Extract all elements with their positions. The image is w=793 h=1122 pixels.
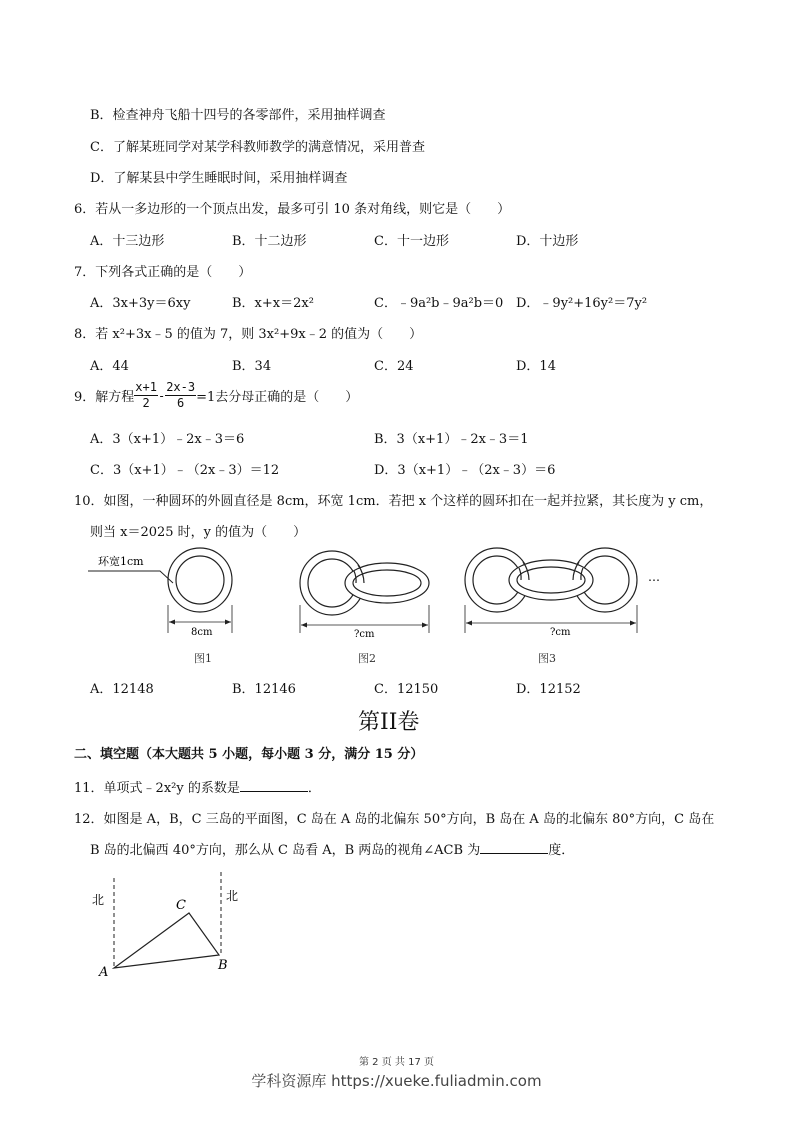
- q6-stem: 6．若从一多边形的一个顶点出发，最多可引 10 条对角线，则它是（ ）: [74, 202, 511, 217]
- section-2-heading: 二、填空题（本大题共 5 小题，每小题 3 分，满分 15 分）: [74, 747, 424, 762]
- footer-site: 学科资源库 https://xueke.fuliadmin.com: [251, 1072, 542, 1090]
- q10-option-a: A．12148: [90, 682, 154, 697]
- q6-option-c: C．十一边形: [374, 234, 449, 249]
- q12-figure: [80, 870, 255, 985]
- q9-fraction-1-numerator: x+1: [135, 380, 157, 394]
- fig3-dim-arrow-left: [466, 621, 472, 626]
- q9-minus: -: [157, 388, 166, 403]
- q12-stem-line2-suffix: 度．: [548, 843, 575, 858]
- fig3-dim-arrow-right: [630, 621, 636, 626]
- fig2-dim-label: ?cm: [354, 629, 375, 640]
- q10-option-c: C．12150: [374, 682, 439, 697]
- section-2-title: 第II卷: [358, 710, 420, 735]
- q9-stem: [74, 380, 358, 411]
- q9-option-a: A．3（x+1）﹣2x﹣3＝6: [90, 432, 245, 447]
- north-label-left: 北: [92, 893, 105, 907]
- q9-option-b: B．3（x+1）﹣2x﹣3＝1: [374, 432, 529, 447]
- q5-option-b: B．检查神舟飞船十四号的各零部件，采用抽样调查: [90, 108, 386, 123]
- fig3-ellipsis: …: [648, 570, 660, 584]
- q9-fraction-2-numerator: 2x-3: [166, 380, 196, 394]
- point-a-label: A: [99, 965, 109, 980]
- q10-option-b: B．12146: [232, 682, 296, 697]
- q12-answer-blank[interactable]: [480, 841, 548, 854]
- fig2-caption: 图2: [358, 652, 376, 665]
- q8-option-b: B．34: [232, 359, 272, 374]
- q6-option-b: B．十二边形: [232, 234, 307, 249]
- q11-answer-blank[interactable]: [240, 779, 308, 792]
- q5-option-c: C．了解某班同学对某学科教师教学的满意情况，采用普查: [90, 140, 425, 155]
- fig3-caption: 图3: [538, 652, 556, 665]
- q5-option-d: D．了解某县中学生睡眠时间，采用抽样调查: [90, 171, 348, 186]
- q10-stem-line2: 则当 x＝2025 时，y 的值为（ ）: [90, 525, 307, 540]
- q9-option-d: D．3（x+1）﹣（2x﹣3）＝6: [374, 463, 556, 478]
- q10-option-d: D．12152: [516, 682, 581, 697]
- q9-fraction-2: [165, 380, 196, 411]
- q9-stem-suffix: =1去分母正确的是（ ）: [196, 390, 359, 405]
- q9-fraction-1-denominator: 2: [142, 396, 150, 410]
- q8-option-d: D．14: [516, 359, 556, 374]
- fig1-dim-label: 8cm: [191, 627, 213, 638]
- figure-2-rings: [300, 551, 429, 615]
- q6-option-a: A．十三边形: [90, 234, 165, 249]
- fig1-caption: 图1: [194, 652, 212, 665]
- q11-stem-suffix: ．: [307, 781, 321, 796]
- q8-stem: 8．若 x²+3x﹣5 的值为 7，则 3x²+9x﹣2 的值为（ ）: [74, 327, 423, 342]
- q9-fraction-1: [134, 380, 158, 411]
- q8-option-c: C．24: [374, 359, 414, 374]
- q10-stem-line1: 10．如图，一种圆环的外圆直径是 8cm，环宽 1cm．若把 x 个这样的圆环扣在一起并拉紧，其长度为 y cm，: [74, 494, 713, 509]
- ring-width-leader: [88, 571, 173, 583]
- q9-stem-prefix: 9．解方程: [74, 390, 135, 405]
- fig3-dim-label: ?cm: [550, 627, 571, 638]
- point-b-label: B: [218, 958, 228, 973]
- fig1-dim-arrow-right: [225, 620, 231, 625]
- q9-option-c: C．3（x+1）﹣（2x﹣3）＝12: [90, 463, 280, 478]
- triangle-acb: [114, 913, 219, 968]
- fig2-dim-arrow-left: [301, 623, 307, 628]
- q7-option-b: B．x+x＝2x²: [232, 296, 314, 311]
- q6-option-d: D．十边形: [516, 234, 579, 249]
- fig2-dim-arrow-right: [422, 623, 428, 628]
- q7-option-a: A．3x+3y＝6xy: [90, 296, 191, 311]
- q7-option-c: C．﹣9a²b﹣9a²b＝0: [374, 296, 504, 311]
- point-c-label: C: [176, 898, 186, 913]
- q12-stem-line1: 12．如图是 A，B，C 三岛的平面图，C 岛在 A 岛的北偏东 50°方向，B 岛在 A 岛的北偏东 80°方向，C 岛在: [74, 812, 715, 827]
- q9-fraction-2-denominator: 6: [177, 396, 185, 410]
- q11-stem-prefix: 11．单项式﹣2x²y 的系数是: [74, 781, 240, 796]
- q12-stem-line2-prefix: B 岛的北偏西 40°方向，那么从 C 岛看 A，B 两岛的视角∠ACB 为: [90, 843, 481, 858]
- q11-stem: [74, 777, 321, 796]
- fig1-dim-arrow-left: [169, 620, 175, 625]
- figure-3-rings: [465, 548, 637, 612]
- q8-option-a: A．44: [90, 359, 129, 374]
- q10-figure: [60, 545, 680, 670]
- q7-stem: 7．下列各式正确的是（ ）: [74, 265, 252, 280]
- q12-stem-line2: [90, 839, 574, 858]
- figure-1-ring: [168, 548, 232, 612]
- ring-width-label: 环宽1cm: [98, 555, 144, 568]
- page-number: 第 2 页 共 17 页: [359, 1057, 434, 1068]
- north-label-right: 北: [226, 889, 239, 903]
- q7-option-d: D．﹣9y²+16y²＝7y²: [516, 296, 648, 311]
